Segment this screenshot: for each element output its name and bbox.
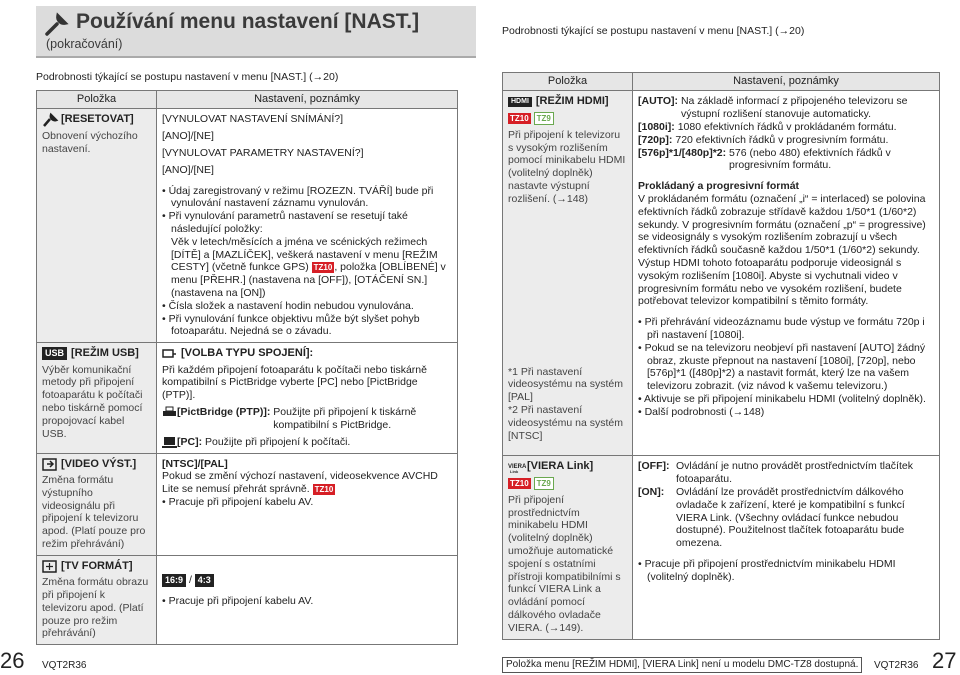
model-tags: TZ10 TZ9 xyxy=(508,112,627,125)
option-off: [OFF]: Ovládání je nutno provádět prostřednictvím tlačítek fotoaparátu. xyxy=(638,460,913,486)
bullet-note: • Pokud se na televizoru neobjeví při nastavení [AUTO] žádný obraz, zkuste přepnout na nastavení [1080i], [720p], nebo [576p]*1 ([480p]*2) a nastavit formát, který lze na vašem televizoru zobrazit. (viz návod k vašemu televizoru.) xyxy=(638,341,926,393)
select-title: [VOLBA TYPU SPOJENÍ]: xyxy=(181,347,314,360)
doc-code-right: VQT2R36 xyxy=(874,660,919,671)
col-header-settings: Nastavení, poznámky xyxy=(633,73,940,91)
item-desc: Při připojení prostřednictvím minikabelu HDMI (volitelný doplněk) umožňuje automatické spojení s ostatními přístroji kompatibilními s funkcí VIERA Link a ovládání pomocí dálkového ovladače VIERA. (→149). xyxy=(508,493,621,634)
tz10-badge: TZ10 xyxy=(314,484,334,494)
setting-line: [VYNULOVAT PARAMETRY NASTAVENÍ?] xyxy=(162,147,364,159)
bullet-note-cont: Věk v letech/měsících a jména ve scénických režimech [DÍTĚ] a [MAZLÍČEK], veškerá nastavení v menu [REŽIM CESTY] (včetně funkce GPS) TZ10 , položka [OBLÍBENÉ] v menu [PŘEHR.] (nastavena na [OFF]), [OTÁČENÍ SN.] (nastavena na [ON]) xyxy=(171,235,446,299)
pc-icon xyxy=(162,436,177,449)
svg-text:Link: Link xyxy=(510,468,519,474)
table-row xyxy=(37,109,458,343)
option-576p: [576p]*1/[480p]*2: 576 (nebo 480) efektivních řádků v progresivním formátu. xyxy=(638,146,891,172)
select-desc: Při každém připojení fotoaparátu k počítači nebo tiskárně kompatibilní s PictBridge vyberte [PC] nebo [PictBridge (PTP)]. xyxy=(162,363,427,402)
video-out-icon xyxy=(42,458,57,471)
page-title-bar xyxy=(36,6,476,58)
col-header-item: Položka xyxy=(503,73,633,91)
interlace-desc: V prokládaném formátu (označení „i“ = interlaced) se polovina efektivních řádků zobrazuje střídavě každou 1/50*1 (1/60*2) sekundy. V progresivním formátu (označení „p“ = progressive) se videosignály s vysokým rozlišením zobrazují u všech efektivních řádků současně každou 1/50*1 (1/60*2) sekundy. Výstup HDMI tohoto fotoaparátu podporuje videosignál s vysokým rozlišením [1080i]. Abyste si vychutnali video v progresivním formátu nebo ve vysokém rozlišení, budete potřebovat televizor kompatibilní s těmito formáty. xyxy=(638,192,926,308)
table-row xyxy=(37,453,458,555)
bullet-note: • Pracuje při připojení kabelu AV. xyxy=(162,594,314,607)
option-1080i: [1080i]: 1080 efektivních řádků v prokládaném formátu. xyxy=(638,121,897,133)
tz10-badge: TZ10 xyxy=(313,263,333,273)
aspect-4-3: 4:3 xyxy=(195,574,214,587)
item-desc: Změna formátu výstupního videosignálu při připojení k televizoru apod. (Platí pouze pro režim přehrávání) xyxy=(42,473,146,550)
setting-title: [NTSC]/[PAL] xyxy=(162,457,228,470)
col-header-settings: Nastavení, poznámky xyxy=(157,91,458,109)
bullet-note: • Pracuje při připojení prostřednictvím minikabelu HDMI (volitelný doplněk). xyxy=(638,557,896,583)
item-title: [VIDEO VÝST.] xyxy=(61,457,137,470)
connection-select-icon xyxy=(162,347,177,360)
interlace-title: Prokládaný a progresivní formát xyxy=(638,180,800,193)
model-tags: TZ10 TZ9 xyxy=(508,477,627,490)
footnote: *2 Při nastavení videosystému na systém [NTSC] xyxy=(508,404,623,442)
note-left-top: Podrobnosti týkající se postupu nastavení v menu [NAST.] (→20) xyxy=(36,71,339,83)
option-on: [ON]: Ovládání lze provádět prostřednictvím dálkového ovladače k zařízení, které je kompatibilní s funkcí VIERA Link. (Všechny ovládací funkce nebudou dostupné). Použitelnost tlačítek fotoaparátu bude omezena. xyxy=(638,486,905,550)
item-title: [VIERA Link] xyxy=(527,460,594,473)
bullet-note: • Aktivuje se při připojení minikabelu HDMI (volitelný doplněk). xyxy=(638,392,926,405)
page-title: Používání menu nastavení [NAST.] xyxy=(76,10,420,33)
table-row xyxy=(37,343,458,453)
table-row xyxy=(37,555,458,644)
footnote: *1 Při nastavení videosystému na systém [PAL] xyxy=(508,365,623,404)
printer-icon xyxy=(162,406,177,419)
bullet-note: • Při přehrávání videozáznamu bude výstup ve formátu 720p i při nastavení [1080i]. xyxy=(638,316,925,341)
setting-desc: Pokud se změní výchozí nastavení, videosekvence AVCHD Lite se nemusí přehrát správně. TZ10 xyxy=(162,470,438,496)
aspect-options: 16:9 / 4:3 xyxy=(162,574,452,587)
doc-code-left: VQT2R36 xyxy=(42,660,87,671)
item-desc: Obnovení výchozího nastavení. xyxy=(42,129,138,155)
item-desc: Při připojení k televizoru s vysokým rozlišením pomocí minikabelu HDMI (volitelný doplněk) nastavte výstupní rozlišení. (→148) xyxy=(508,128,626,205)
setting-line: [ANO]/[NE] xyxy=(162,130,214,143)
option-720p: [720p]: 720 efektivních řádků v progresivním formátu. xyxy=(638,133,889,146)
wrench-icon xyxy=(44,13,68,37)
item-title: [REŽIM HDMI] xyxy=(535,95,609,108)
right-settings-table xyxy=(502,72,940,640)
item-title: [TV FORMÁT] xyxy=(61,559,133,572)
bullet-note: • Údaj zaregistrovaný v režimu [ROZEZN. TVÁŘÍ] bude při vynulování nastavení záznamu vynulován. xyxy=(162,184,434,210)
left-settings-table xyxy=(36,90,458,645)
bullet-note: • Při vynulování parametrů nastavení se resetují také následující položky: xyxy=(162,210,408,235)
option-auto: [AUTO]: Na základě informací z připojeného televizoru se výstupní rozlišení stanovuje automaticky. xyxy=(638,95,908,121)
item-title: [REŽIM USB] xyxy=(71,347,139,360)
item-desc: Výběr komunikační metody při připojení fotoaparátu k počítači nebo tiskárně pomocí propojovací kabel USB. xyxy=(42,363,143,440)
page-number-right: 27 xyxy=(932,648,957,673)
table-row xyxy=(503,456,940,639)
item-title: [RESETOVAT] xyxy=(61,113,134,126)
model-note: Položka menu [REŽIM HDMI], [VIERA Link] není u modelu DMC-TZ8 dostupná. xyxy=(502,657,862,673)
item-desc: Změna formátu obrazu při připojení k televizoru apod. (Platí pouze pro režim přehrávání) xyxy=(42,576,149,640)
col-header-item: Položka xyxy=(37,91,157,109)
bullet-note: • Další podrobnosti (→148) xyxy=(638,405,765,418)
note-right-top: Podrobnosti týkající se postupu nastavení v menu [NAST.] (→20) xyxy=(502,25,805,37)
reset-icon xyxy=(42,114,57,127)
option-pc: [PC]: Použijte při připojení k počítači. xyxy=(162,436,452,449)
bullet-note: • Čísla složek a nastavení hodin nebudou vynulována. xyxy=(162,299,414,312)
setting-line: [VYNULOVAT NASTAVENÍ SNÍMÁNÍ?] xyxy=(162,113,344,126)
aspect-16-9: 16:9 xyxy=(162,574,186,587)
usb-icon: USB xyxy=(42,347,67,360)
bullet-note: • Pracuje při připojení kabelu AV. xyxy=(162,495,314,508)
setting-line: [ANO]/[NE] xyxy=(162,163,214,176)
option-pictbridge: [PictBridge (PTP)]: Použijte při připojení k tiskárně kompatibilní s PictBridge. xyxy=(162,406,452,432)
page-number-left: 26 xyxy=(0,648,25,673)
table-row xyxy=(503,91,940,456)
hdmi-icon: HDMI xyxy=(508,97,532,108)
tv-aspect-icon xyxy=(42,560,57,573)
viera-link-icon xyxy=(508,461,527,474)
svg-text:VIERA: VIERA xyxy=(508,463,527,470)
page-subtitle: (pokračování) xyxy=(46,37,123,51)
bullet-note: • Při vynulování funkce objektivu může být slyšet pohyb fotoaparátu. Nejedná se o závadu. xyxy=(162,312,420,338)
